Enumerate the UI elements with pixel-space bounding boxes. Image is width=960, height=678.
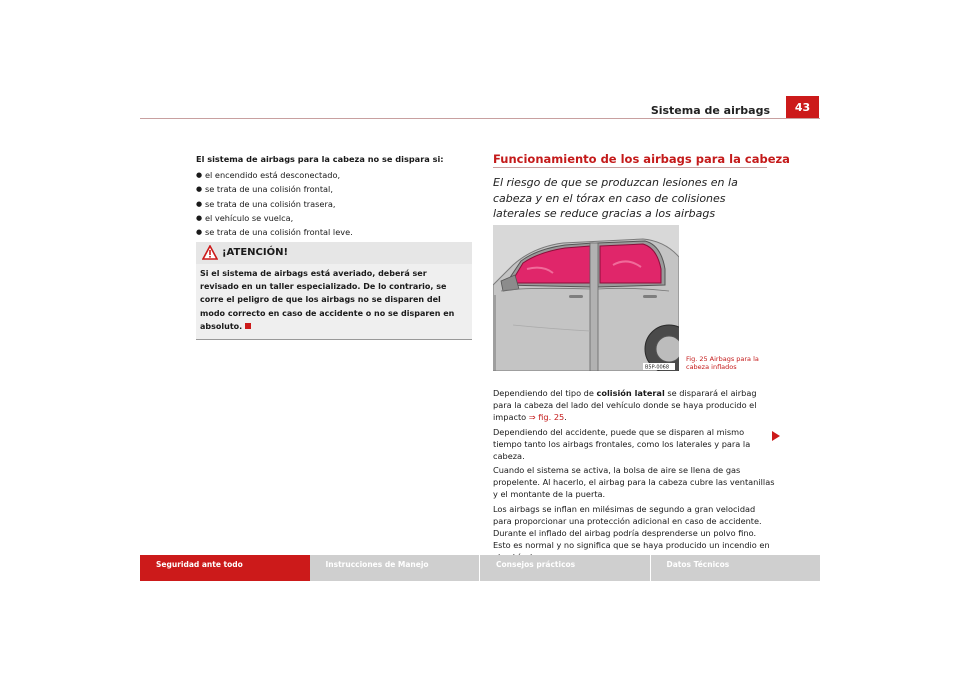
warning-header: [196, 242, 472, 264]
tab-datos[interactable]: Datos Técnicos: [650, 555, 821, 581]
body-text: [493, 388, 775, 567]
list-item: ● se trata de una colisión frontal leve.: [196, 225, 472, 239]
car-side-illustration: [493, 225, 679, 371]
figure-car-airbags: [493, 225, 679, 371]
paragraph-1: Dependiendo del tipo de colisión lateral se disparará el airbag para la cabeza del lado del vehículo donde se haya producido el impacto ⇒ fig. 25.: [493, 388, 757, 422]
page-number: 43: [786, 96, 819, 118]
bold-term: colisión lateral: [596, 388, 665, 398]
warning-title: ¡ATENCIÓN!: [222, 247, 289, 258]
paragraph-2: Dependiendo del accidente, puede que se disparen al mismo tiempo tanto los airbags frontales, como los laterales y para la cabeza.: [493, 426, 751, 461]
warning-box: [196, 242, 472, 340]
tab-seguridad[interactable]: Seguridad ante todo: [140, 555, 310, 581]
figure-reference-link[interactable]: ⇒ fig. 25: [528, 411, 565, 422]
paragraph-4: Los airbags se inflan en milésimas de segundo a gran velocidad para proporcionar una protección adicional en caso de accidente. Durante el inflado del airbag podría desprenderse un polvo fino. Esto es normal y no significa que se haya producido un incendio en: [493, 504, 770, 550]
figure-caption: Fig. 25 Airbags para la cabeza inflados: [686, 355, 759, 372]
warning-body: [196, 264, 472, 339]
running-header-title: Sistema de airbags: [650, 104, 770, 117]
paragraph-3: Cuando el sistema se activa, la bolsa de aire se llena de gas propelente. Al hacerlo, el airbag para la cabeza cubre las ventanillas y el montante de la puerta.: [493, 465, 775, 500]
header-rule: [140, 118, 820, 119]
bullet-list: [196, 168, 472, 239]
footer-nav: [140, 555, 820, 581]
list-item: ● se trata de una colisión trasera,: [196, 197, 472, 211]
next-page-arrow-icon[interactable]: [771, 431, 781, 441]
section-lead: El riesgo de que se produzcan lesiones en la cabeza y en el tórax en caso de colisiones laterales se reduce gracias a los airbags: [493, 176, 738, 221]
section-rule: [493, 167, 767, 168]
tab-consejos[interactable]: Consejos prácticos: [479, 555, 650, 581]
figure-code: B5P-0068: [645, 364, 670, 371]
warning-bottom-rule: [196, 339, 472, 340]
warning-triangle-icon: [202, 245, 218, 260]
list-item: ● el encendido está desconectado,: [196, 168, 472, 182]
warning-text: Si el sistema de airbags está averiado, deberá ser revisado en un taller especializado. De lo contrario, se corre el peligro de que los airbags no se disparen del modo correcto en caso de accidente o no se disparen en absoluto.: [200, 269, 455, 331]
end-mark-icon: [245, 323, 251, 329]
list-item: ● el vehículo se vuelca,: [196, 211, 472, 225]
tab-instrucciones[interactable]: Instrucciones de Manejo: [325, 560, 429, 569]
section-title: Funcionamiento de los airbags para la cabeza: [493, 152, 790, 166]
left-column: [196, 152, 472, 239]
intro-text: El sistema de airbags para la cabeza no se dispara si:: [196, 154, 444, 164]
list-item: ● se trata de una colisión frontal,: [196, 182, 472, 196]
